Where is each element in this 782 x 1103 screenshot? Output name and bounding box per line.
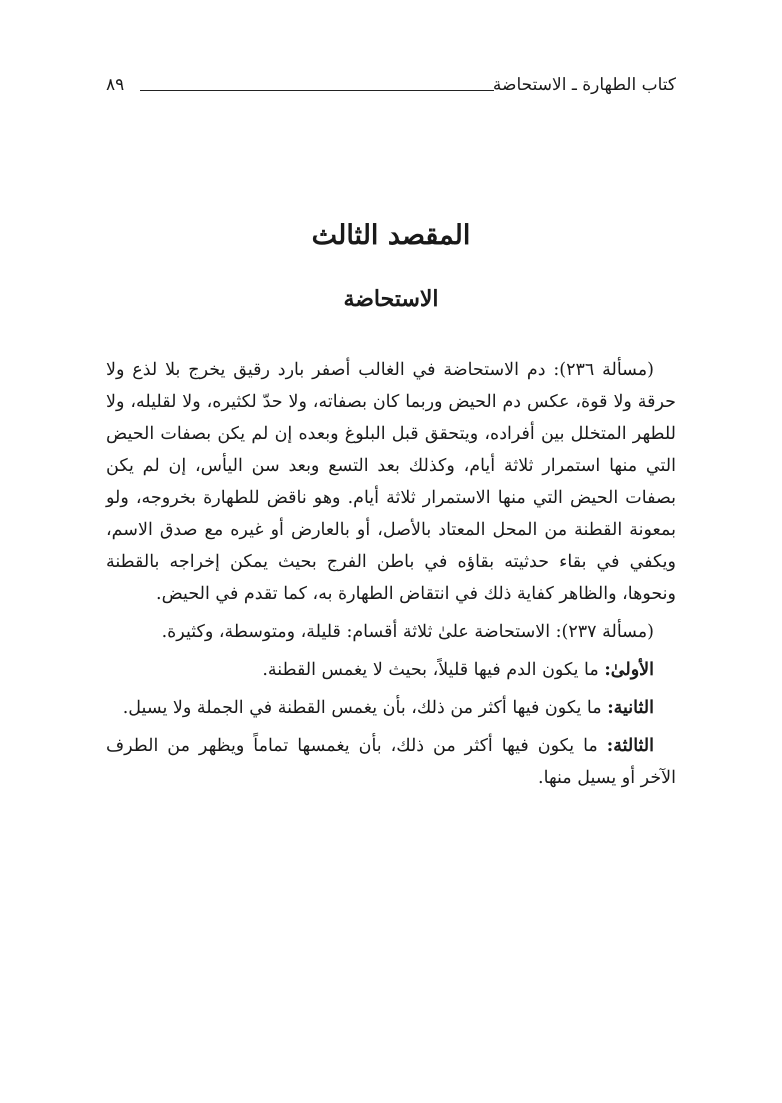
- paragraph-lead: الأولىٰ:: [604, 660, 654, 680]
- paragraph-lead: الثانية:: [607, 698, 654, 718]
- chapter-title: المقصد الثالث: [311, 220, 471, 251]
- paragraph-text: ما يكون الدم فيها قليلاً، بحيث لا يغمس القطنة.: [262, 660, 605, 680]
- paragraph-first-type: [106, 654, 676, 686]
- paragraph-third-type: [106, 730, 676, 794]
- paragraph-text: (مسألة ٢٣٧): الاستحاضة علىٰ ثلاثة أقسام: قليلة، ومتوسطة، وكثيرة.: [161, 622, 654, 642]
- section-title: الاستحاضة: [343, 286, 439, 312]
- paragraph-masala-236: [106, 354, 676, 610]
- body-text: [106, 354, 676, 800]
- page-number: ٨٩: [106, 75, 125, 95]
- paragraph-masala-237: [106, 616, 676, 648]
- running-header: [106, 74, 676, 100]
- running-title: كتاب الطهارة ـ الاستحاضة: [492, 75, 676, 95]
- paragraph-lead: الثالثة:: [606, 736, 654, 756]
- paragraph-second-type: [106, 692, 676, 724]
- header-rule: [140, 90, 494, 91]
- paragraph-text: ما يكون فيها أكثر من ذلك، بأن يغمس القطنة في الجملة ولا يسيل.: [122, 698, 608, 718]
- paragraph-text: ما يكون فيها أكثر من ذلك، بأن يغمسها تماماً ويظهر من الطرف الآخر أو يسيل منها.: [106, 736, 676, 788]
- paragraph-text: (مسألة ٢٣٦): دم الاستحاضة في الغالب أصفر بارد رقيق يخرج بلا لذع ولا حرقة ولا قوة، عكس دم الحيض وربما كان بصفاته، ولا حدّ لكثيره، ولا لقليله، ولا للطهر المتخلل بين أفراده، ويتحقق قبل البلوغ وبعده إن لم يكن بصفات الحيض التي منها استمرار ثلاثة أيام، وكذلك بعد التسع وبعد سن اليأس، إن لم يكن بصفات الحيض التي منها الاستمرار ثلاثة أيام. وهو ناقض للطهارة بخروجه، ولو بمعونة القطنة من المحل المعتاد بالأصل، أو بالعارض أو غيره مع صدق الاسم، ويكفي في بقاء حدثيته بقاؤه في باطن الفرج بحيث يمكن إخراجه بالقطنة ونحوها، والظاهر كفاية ذلك في انتقاض الطهارة به، كما تقدم في الحيض.: [106, 360, 676, 604]
